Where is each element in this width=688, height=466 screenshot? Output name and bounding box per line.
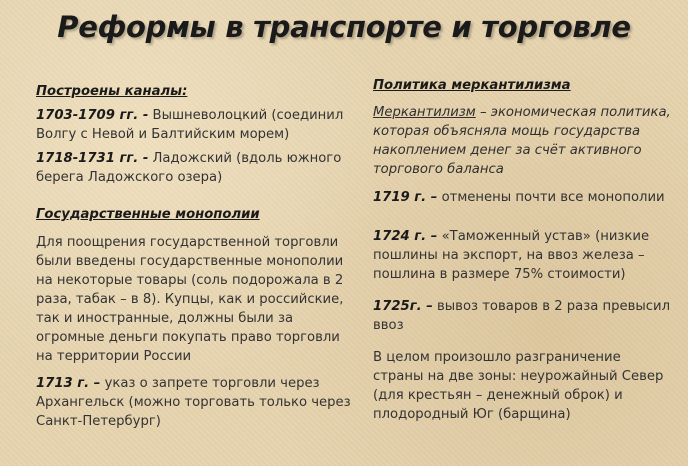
canal-item-2 [36,149,354,187]
page-title: Реформы в транспорте и торговле [57,10,631,44]
monopolies-heading: Государственные монополии [36,207,260,222]
right-item-2-date: 1724 г. – [373,229,438,244]
monopolies-item-text: указ о запрете торговли через Архангельск (можно торговать только через Санкт-Петербург) [36,376,351,429]
monopolies-item-date: 1713 г. – [36,376,101,391]
right-item-1-text: отменены почти все монополии [437,190,665,205]
canal-item-2-text: Ладожский (вдоль южного берега Ладожского озера) [36,151,342,185]
right-item-3-text: вывоз товаров в 2 раза превысил ввоз [373,299,671,333]
monopolies-item [36,374,354,431]
left-column [36,82,354,431]
canal-item-1-date: 1703-1709 гг. - [36,108,149,123]
right-item-2 [373,227,673,284]
right-item-3 [373,297,673,335]
mercantilism-term: Меркантилизм [373,105,476,120]
mercantilism-heading: Политика меркантилизма [373,78,571,93]
canal-item-1 [36,106,354,144]
canal-item-2-date: 1718-1731 гг. - [36,151,149,166]
right-item-1-date: 1719 г. – [373,190,438,205]
canals-heading: Построены каналы: [36,84,188,99]
mercantilism-definition-text: – экономическая политика, которая объясняла мощь государства накоплением денег за счёт активного торгового баланса [373,105,671,177]
mercantilism-definition [373,103,673,179]
conclusion-text: В целом произошло разграничение страны на две зоны: неурожайный Север (для крестьян – денежный оброк) и плодородный Юг (барщина) [373,350,664,422]
canal-item-1-text: Вышневолоцкий (соединил Волгу с Невой и Балтийским морем) [36,108,344,142]
right-item-1 [373,188,673,207]
right-item-3-date: 1725г. – [373,299,433,314]
monopolies-text: Для поощрения государственной торговли были введены государственные монополии на некоторые товары (соль подорожала в 2 раза, табак – в 8). Купцы, как и российские, так и иностранные, должны были за огромные деньги покупать право торговли на территории России [36,235,344,364]
right-column [373,76,673,424]
right-item-2-text: «Таможенный устав» (низкие пошлины на экспорт, на ввоз железа – пошлина в размере 75% стоимости) [373,229,650,282]
